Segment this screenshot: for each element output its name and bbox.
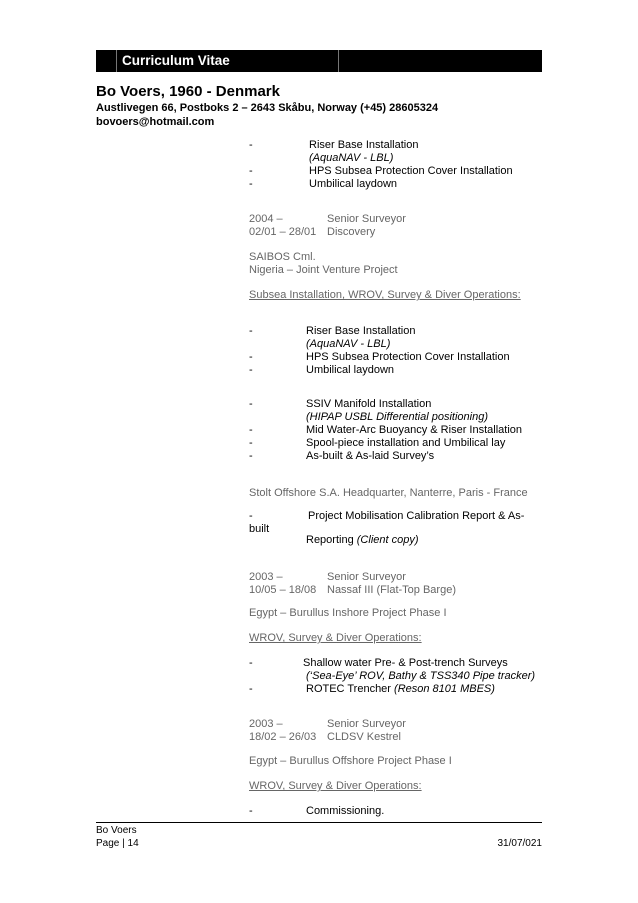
document-title: Curriculum Vitae [122,53,230,68]
list-item: Umbilical laydown [309,178,398,190]
list-item: HPS Subsea Protection Cover Installation [309,165,513,177]
list-item-note: (AquaNAV - LBL) [306,338,391,350]
job-vessel: Nassaf III (Flat-Top Barge) [327,584,456,596]
job-year: 2003 – [249,718,283,730]
list-item-note: (HIPAP USBL Differential positioning) [306,411,488,423]
job-role: Senior Surveyor [327,718,406,730]
list-item [306,683,495,696]
bullet-dash: - [249,510,253,522]
bullet-dash: - [249,165,253,177]
header-divider [338,50,339,72]
scope-heading: WROV, Survey & Diver Operations: [249,780,422,792]
company: SAIBOS Cml. [249,251,316,263]
footer-date: 31/07/021 [497,838,542,849]
job-year: 2003 – [249,571,283,583]
reporting-text: Reporting [306,534,354,546]
address: Austlivegen 66, Postboks 2 – 2643 Skåbu, Norway (+45) 28605324 [96,102,439,114]
header-divider [116,50,117,72]
bullet-dash: - [249,805,253,817]
job-dates: 02/01 – 28/01 [249,226,317,238]
bullet-dash: - [249,450,253,462]
bullet-dash: - [249,424,253,436]
job-vessel: CLDSV Kestrel [327,731,401,743]
job-dates: 10/05 – 18/08 [249,584,317,596]
job-role: Senior Surveyor [327,213,406,225]
cv-header-bar [96,50,542,72]
list-item: SSIV Manifold Installation [306,398,432,410]
scope-heading: WROV, Survey & Diver Operations: [249,632,422,644]
bullet-dash: - [249,657,253,669]
bullet-dash: - [249,364,253,376]
person-name: Bo Voers, 1960 - Denmark [96,83,280,100]
list-item: As-built & As-laid Survey’s [306,450,435,462]
footer-author: Bo Voers [96,825,137,836]
list-item-cont: built [249,523,270,535]
client-copy-note: (Client copy) [356,534,419,546]
email: bovoers@hotmail.com [96,116,215,128]
list-item-cont [306,534,419,547]
list-item: Shallow water Pre- & Post-trench Surveys [303,657,508,669]
headquarter: Stolt Offshore S.A. Headquarter, Nanterre, Paris - France [249,487,528,499]
scope-heading: Subsea Installation, WROV, Survey & Diver Operations: [249,289,521,301]
list-item: Riser Base Installation [309,139,419,151]
project: Egypt – Burullus Inshore Project Phase I [249,607,447,619]
footer-divider [96,822,542,823]
list-item: Umbilical laydown [306,364,395,376]
list-item: Commissioning. [306,805,385,817]
job-role: Senior Surveyor [327,571,406,583]
project: Nigeria – Joint Venture Project [249,264,398,276]
list-item: Spool-piece installation and Umbilical lay [306,437,506,449]
list-item-note: (‘Sea-Eye’ ROV, Bathy & TSS340 Pipe tracker) [306,670,536,682]
bullet-dash: - [249,437,253,449]
trencher-text: ROTEC Trencher [306,683,391,695]
list-item-note: (AquaNAV - LBL) [309,152,394,164]
list-item: Project Mobilisation Calibration Report & As- [308,510,525,522]
list-item: Mid Water-Arc Buoyancy & Riser Installation [306,424,522,436]
project: Egypt – Burullus Offshore Project Phase I [249,755,452,767]
job-year: 2004 – [249,213,283,225]
bullet-dash: - [249,139,253,151]
job-vessel: Discovery [327,226,376,238]
bullet-dash: - [249,325,253,337]
bullet-dash: - [249,398,253,410]
bullet-dash: - [249,178,253,190]
bullet-dash: - [249,683,253,695]
footer-page-number: Page | 14 [96,838,139,849]
job-dates: 18/02 – 26/03 [249,731,317,743]
bullet-dash: - [249,351,253,363]
list-item: HPS Subsea Protection Cover Installation [306,351,510,363]
mbes-note: (Reson 8101 MBES) [394,683,495,695]
list-item: Riser Base Installation [306,325,416,337]
